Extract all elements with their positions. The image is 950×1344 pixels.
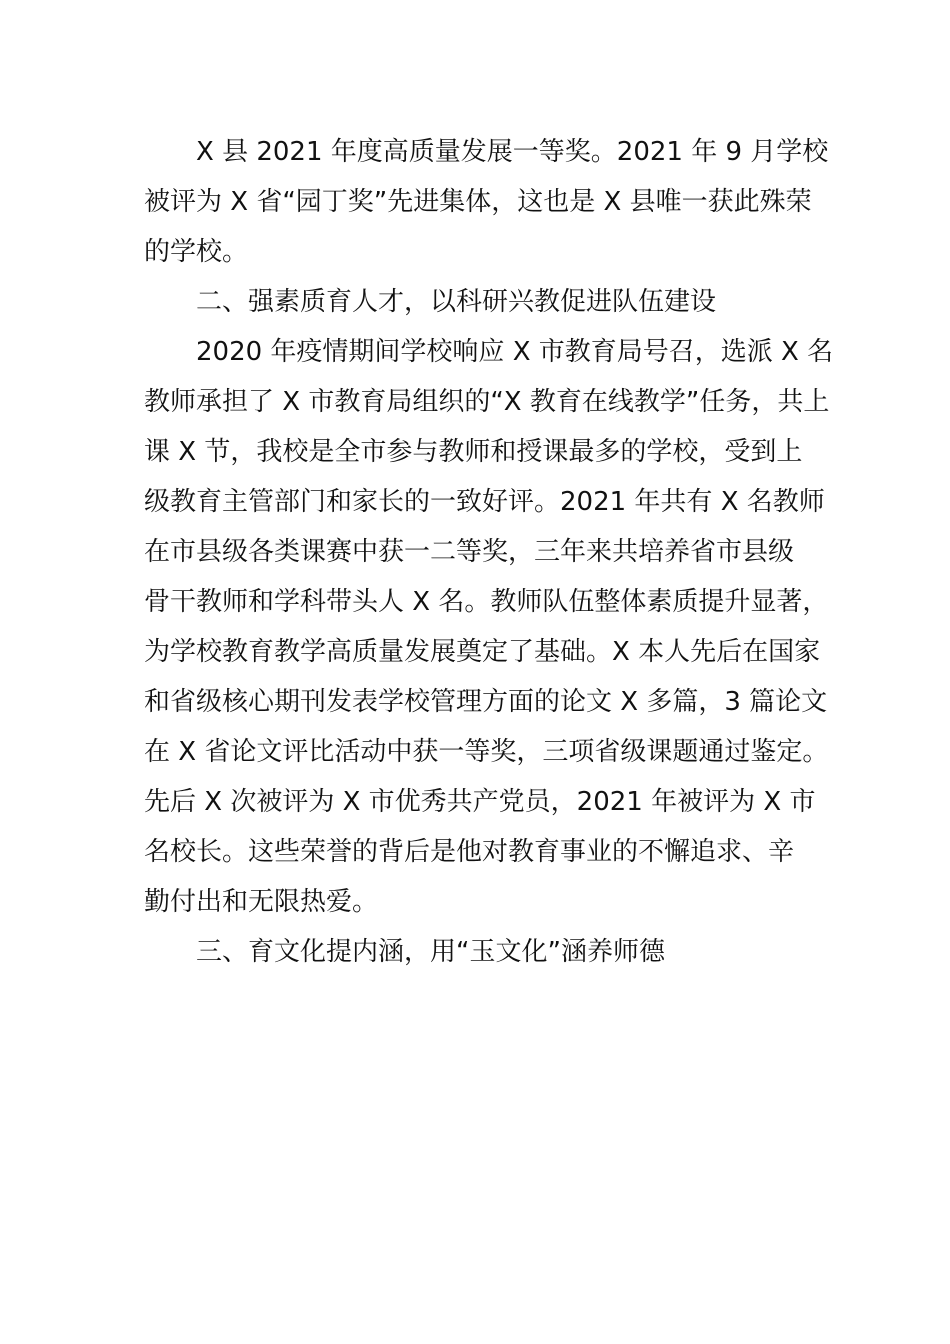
paragraph-line: 勤付出和无限热爱。 — [144, 887, 379, 917]
paragraph-line: 骨干教师和学科带头人 X 名。教师队伍整体素质提升显著， — [144, 587, 829, 617]
paragraph-line: 教师承担了 X 市教育局组织的“X 教育在线教学”任务，共上 — [144, 387, 830, 417]
paragraph-line: 2020 年疫情期间学校响应 X 市教育局号召，选派 X 名 — [196, 337, 834, 367]
paragraph-line: 在市县级各类课赛中获一二等奖，三年来共培养省市县级 — [144, 537, 795, 567]
section-heading-3: 三、育文化提内涵，用“玉文化”涵养师德 — [196, 937, 665, 967]
paragraph-line: 和省级核心期刊发表学校管理方面的论文 X 多篇，3 篇论文 — [144, 687, 828, 717]
paragraph-line: 在 X 省论文评比活动中获一等奖，三项省级课题通过鉴定。 — [144, 737, 829, 767]
paragraph-continuation-line: 的学校。 — [144, 237, 249, 267]
paragraph-line: 先后 X 次被评为 X 市优秀共产党员，2021 年被评为 X 市 — [144, 787, 816, 817]
section-heading-2: 二、强素质育人才，以科研兴教促进队伍建设 — [196, 287, 717, 317]
paragraph-line: 名校长。这些荣誉的背后是他对教育事业的不懈追求、辛 — [144, 837, 795, 867]
paragraph-line: 为学校教育教学高质量发展奠定了基础。X 本人先后在国家 — [144, 637, 821, 667]
paragraph-line: 课 X 节，我校是全市参与教师和授课最多的学校，受到上 — [144, 437, 803, 467]
paragraph-continuation-line: 被评为 X 省“园丁奖”先进集体，这也是 X 县唯一获此殊荣 — [144, 187, 812, 217]
paragraph-continuation-line: X 县 2021 年度高质量发展一等奖。2021 年 9 月学校 — [196, 137, 829, 167]
paragraph-line: 级教育主管部门和家长的一致好评。2021 年共有 X 名教师 — [144, 487, 825, 517]
